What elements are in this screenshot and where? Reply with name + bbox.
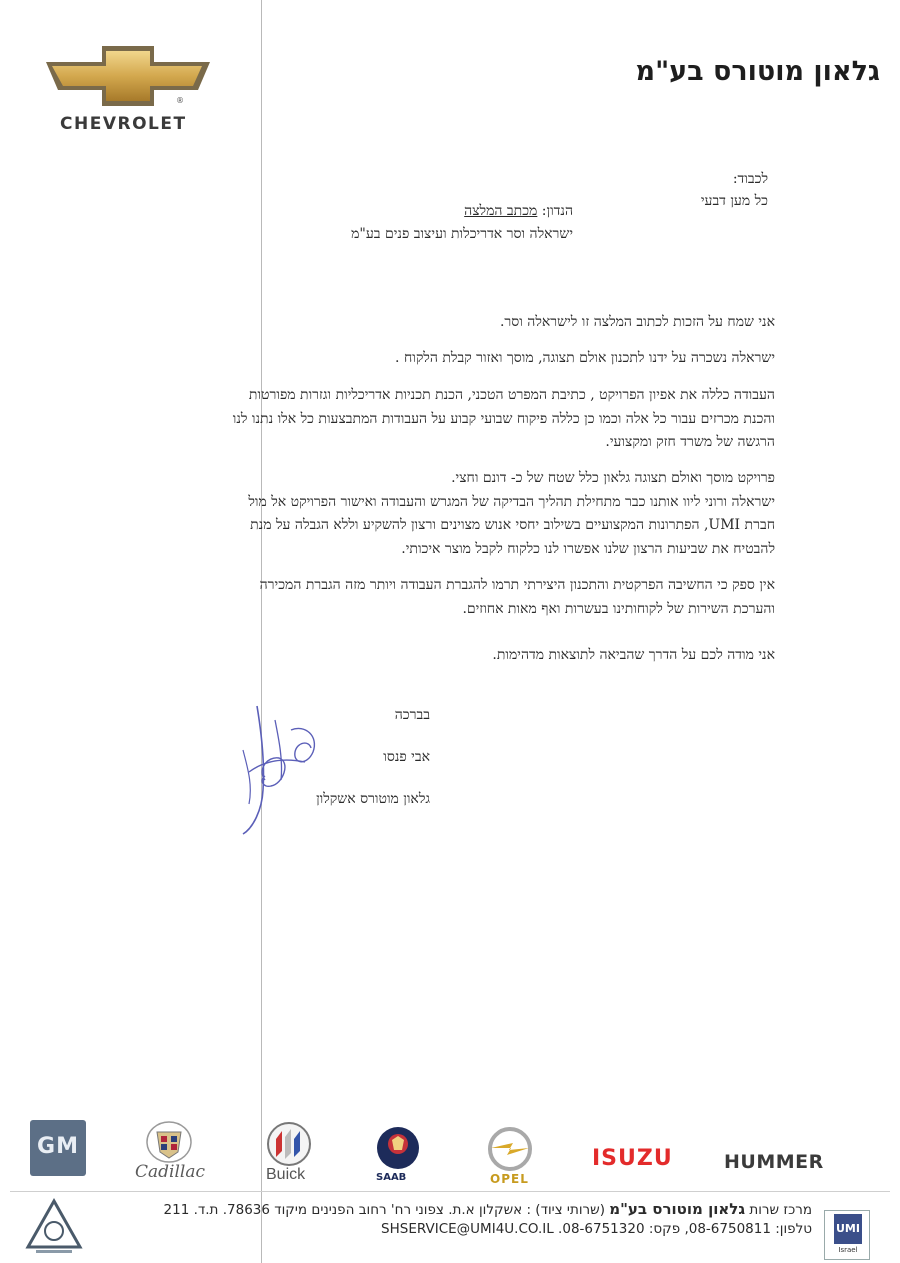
signer-name: אבי פנסו <box>383 749 430 765</box>
paragraph-line: חברת UMI, הפתרונות המקצועיים בשילוב יחסי אנוש מצוינים ורצון להשקיע וללא הגבלה על מנת <box>250 517 775 533</box>
subject-title: מכתב המלצה <box>464 203 538 219</box>
closing-greeting: בברכה <box>394 707 430 723</box>
footer-contact: טלפון: 08-6750811, פקס: 08-6751320. SHSERVICE@UMI4U.CO.IL <box>381 1221 812 1237</box>
umi-logo: UMI <box>834 1214 862 1244</box>
scan-fold-line <box>261 0 262 1263</box>
isuzu-wordmark: ISUZU <box>592 1146 673 1171</box>
quality-certification-icon <box>22 1197 86 1257</box>
paragraph-line: ישראלה נשכרה על ידנו לתכנון אולם תצוגה, מוסך ואזור קבלת הלקוח . <box>395 350 775 366</box>
paragraph-line: העבודה כללה את אפיון הפרויקט , כתיבת המפרט הטכני, הכנת תכניות אדריכליות וגזרות מפורטות <box>248 387 775 403</box>
footer-address: (שרותי ציוד) : אשקלון א.ת. צפוני רח' רחוב הפנינים מיקוד 78636. ת.ד. 211 <box>163 1202 610 1218</box>
company-title: גלאון מוטורס בע"מ <box>635 56 880 87</box>
cadillac-wordmark: Cadillac <box>135 1162 205 1182</box>
opel-wordmark: OPEL <box>490 1172 529 1186</box>
saab-wordmark: SAAB <box>376 1172 407 1183</box>
subject-line <box>464 203 573 220</box>
paragraph-line: והכנת מכרזים עבור כל אלה וכמו כן כללה פיקוח שבועי קבוע על העבודות המתבצעות כל אלו נתנו לנו <box>232 410 775 427</box>
paragraph-line: אין ספק כי החשיבה הפרקטית והתכנון היצירתי תרמו להגברת העבודה ויותר מזה הגברת המכירה <box>259 577 775 593</box>
buick-wordmark: Buick <box>266 1166 306 1183</box>
buick-shield-icon <box>266 1121 312 1167</box>
gm-logo-text: GM <box>37 1134 79 1159</box>
paragraph-2 <box>145 347 775 371</box>
footer-service-center <box>164 1200 812 1218</box>
footer-divider <box>10 1191 890 1192</box>
handwritten-signature <box>235 700 325 840</box>
subject-recipient: ישראלה וסר אדריכלות ועיצוב פנים בע"מ <box>351 226 573 242</box>
chevrolet-bowtie-logo <box>38 40 218 112</box>
paragraph-line: פרויקט מוסך ואולם תצוגה גלאון כלל שטח של כ- דונם וחצי. <box>451 470 775 486</box>
hummer-wordmark: HUMMER <box>724 1151 824 1173</box>
paragraph-4 <box>145 467 775 561</box>
signer-organization: גלאון מוטורס אשקלון <box>316 791 430 807</box>
to-whom: כל מען דבעי <box>700 193 768 209</box>
subject-prefix: הנדון: <box>537 203 573 219</box>
gm-logo <box>30 1120 86 1176</box>
paragraph-line: הרגשה של משרד חזק ומקצועי. <box>605 434 775 450</box>
paragraph-line: להבטיח את שביעות הרצון שלנו אפשרו לנו כלקוח לקבל מוצר איכותי. <box>401 540 775 557</box>
umi-logo-subtitle: Israel <box>838 1246 858 1254</box>
paragraph-line: ישראלה ורוני ליוו אותנו כבר מתחילת תהליך הבדיקה של המגרש והעבודה ואישור הפרויקט אל מול <box>248 493 775 510</box>
svg-text:®: ® <box>176 96 184 105</box>
address-block <box>701 168 768 212</box>
chevrolet-wordmark: CHEVROLET <box>60 114 187 134</box>
opel-blitz-icon <box>487 1126 533 1172</box>
paragraph-6 <box>145 644 775 668</box>
paragraph-5 <box>145 574 775 621</box>
footer-company: גלאון מוטורס בע"מ <box>609 1200 746 1218</box>
paragraph-1 <box>145 311 775 335</box>
paragraph-line: והערכת השירות של לקוחותינו בעשרות ואף מאות אחוזים. <box>462 600 775 617</box>
paragraph-line: אני מודה לכם על הדרך שהביאה לתוצאות מדהימות. <box>492 647 775 663</box>
paragraph-3 <box>145 384 775 455</box>
to-label: לכבוד: <box>732 171 768 187</box>
cadillac-crest-icon <box>145 1120 193 1164</box>
saab-emblem-icon <box>376 1126 420 1170</box>
footer-prefix: מרכז שרות <box>745 1202 812 1218</box>
paragraph-line: אני שמח על הזכות לכתוב המלצה זו לישראלה וסר. <box>499 314 775 330</box>
